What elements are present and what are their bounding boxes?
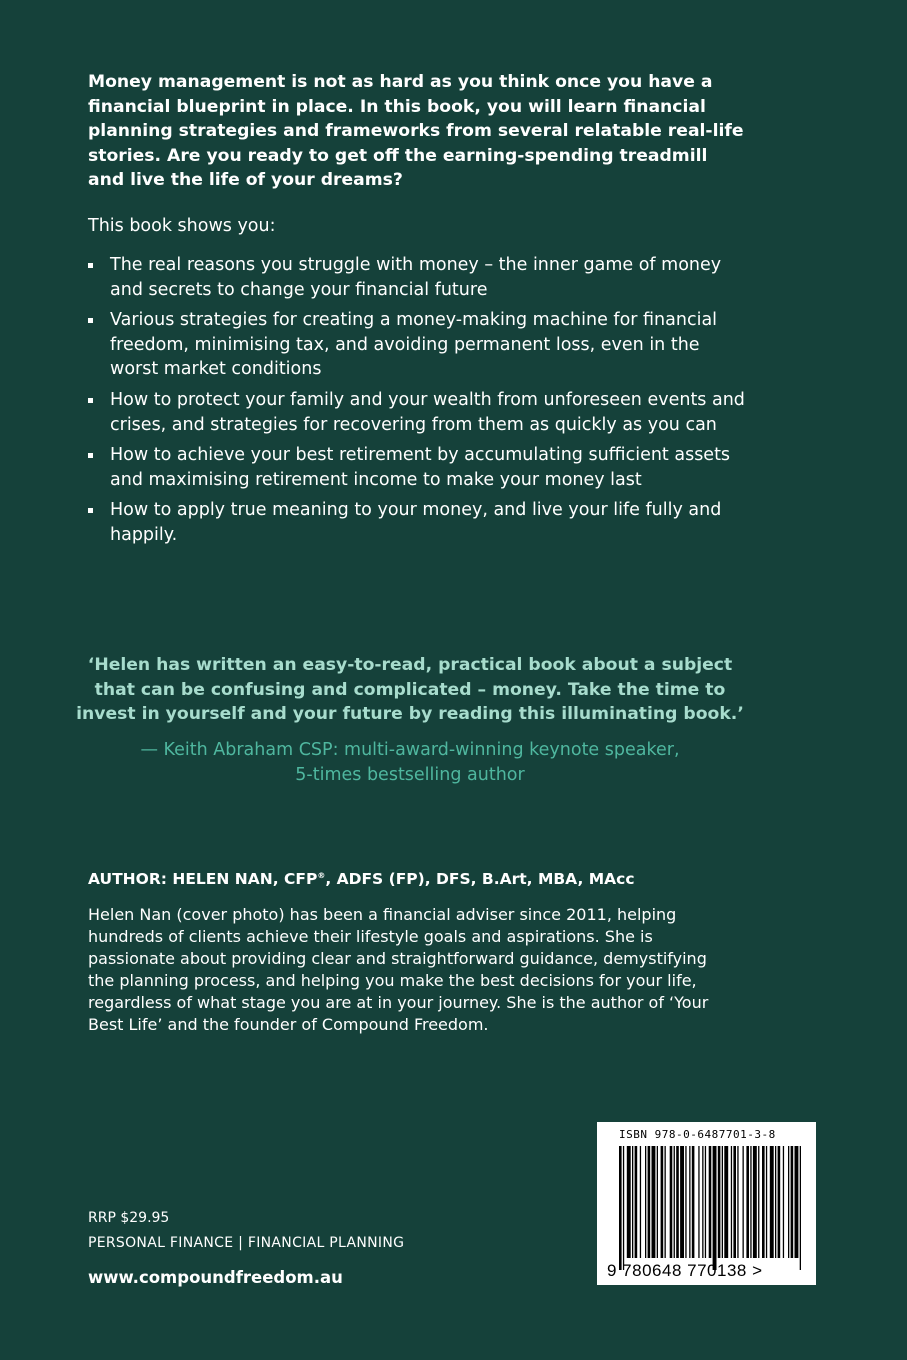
barcode-bar bbox=[718, 1146, 721, 1258]
barcode-bar bbox=[661, 1146, 664, 1258]
barcode-bar bbox=[635, 1146, 638, 1258]
attribution-line-1: — Keith Abraham CSP: multi-award-winning keynote speaker, bbox=[140, 740, 680, 760]
author-heading-credentials: , ADFS (FP), DFS, B.Art, MBA, MAcc bbox=[325, 870, 635, 888]
author-bio: Helen Nan (cover photo) has been a financial adviser since 2011, helping hundreds of clients achieve their lifestyle goals and aspirations. She is passionate about providing clear and straightforward guidance, demystifying the planning process, and helping you make the best decisions for your life, regardless of what stage you are at in your journey. She is the author of ‘Your Best Life’ and the founder of Compound Freedom. bbox=[88, 905, 709, 1034]
shows-label: This book shows you: bbox=[88, 216, 276, 236]
barcode-bar bbox=[680, 1146, 684, 1258]
price-label: RRP $29.95 bbox=[88, 1210, 170, 1226]
barcode-bar bbox=[753, 1146, 757, 1258]
barcode-bar bbox=[657, 1146, 658, 1258]
barcode-bar bbox=[652, 1146, 656, 1258]
barcode-bar bbox=[692, 1146, 695, 1258]
barcode-bar bbox=[778, 1146, 781, 1258]
benefits-list bbox=[88, 253, 748, 554]
barcode-bar bbox=[724, 1146, 728, 1258]
barcode-bar bbox=[770, 1146, 774, 1258]
barcode-bar bbox=[676, 1146, 679, 1258]
list-item bbox=[88, 308, 748, 382]
bullet-icon bbox=[88, 318, 93, 323]
list-item bbox=[88, 498, 748, 547]
barcode-bar bbox=[674, 1146, 675, 1258]
isbn-label: ISBN 978-0-6487701-3-8 bbox=[619, 1128, 776, 1141]
registered-mark: ® bbox=[317, 870, 326, 880]
barcode-bar bbox=[731, 1146, 732, 1258]
barcode-bar bbox=[750, 1146, 751, 1258]
barcode-bar bbox=[791, 1146, 794, 1258]
barcode-bar bbox=[702, 1146, 703, 1258]
barcode-bar bbox=[746, 1146, 749, 1258]
barcode-bar bbox=[743, 1146, 744, 1258]
bullet-icon bbox=[88, 263, 93, 268]
barcode-bar bbox=[685, 1146, 686, 1258]
category-label: PERSONAL FINANCE | FINANCIAL PLANNING bbox=[88, 1235, 405, 1251]
barcode-bar bbox=[665, 1146, 666, 1258]
barcode-bar bbox=[632, 1146, 633, 1258]
testimonial-quote: ‘Helen has written an easy-to-read, practical book about a subject that can be confusing and complicated – money. Take the time to invest in yourself and your future by reading this illuminating book.’ bbox=[76, 655, 744, 725]
bullet-icon bbox=[88, 398, 93, 403]
bullet-icon bbox=[88, 508, 93, 513]
list-item-text: How to achieve your best retirement by accumulating sufficient assets and maximising retirement income to make your money last bbox=[110, 445, 731, 490]
barcode-bar bbox=[795, 1146, 799, 1258]
list-item bbox=[88, 253, 748, 302]
barcode-bar bbox=[627, 1146, 631, 1258]
list-item-text: The real reasons you struggle with money – the inner game of money and secrets to change your financial future bbox=[110, 255, 722, 300]
barcode-bar bbox=[645, 1146, 646, 1258]
barcode-bar bbox=[619, 1146, 622, 1270]
list-item-text: How to apply true meaning to your money, and live your life fully and happily. bbox=[110, 500, 722, 545]
barcode-bar bbox=[648, 1146, 651, 1258]
barcode-bar bbox=[762, 1146, 765, 1258]
barcode-bar bbox=[783, 1146, 784, 1258]
website-link[interactable]: www.compoundfreedom.au bbox=[88, 1268, 343, 1287]
barcode-bar bbox=[737, 1146, 738, 1258]
barcode-bar bbox=[800, 1146, 801, 1270]
list-item-text: How to protect your family and your wealth from unforeseen events and crises, and strategies for recovering from them as quickly as you can bbox=[110, 389, 745, 435]
barcode-bar bbox=[758, 1146, 759, 1258]
barcode-bar bbox=[698, 1146, 699, 1258]
barcode-bar bbox=[670, 1146, 673, 1258]
barcode-bar bbox=[623, 1146, 624, 1270]
testimonial-attribution bbox=[70, 738, 750, 788]
barcode-bar bbox=[733, 1146, 736, 1258]
author-heading bbox=[88, 870, 635, 888]
barcode-bar bbox=[722, 1146, 723, 1258]
barcode-bar bbox=[705, 1146, 706, 1258]
list-item-text: Various strategies for creating a money-making machine for financial freedom, minimising tax, and avoiding permanent loss, even in the worst market conditions bbox=[110, 310, 718, 380]
barcode-panel bbox=[597, 1122, 816, 1285]
barcode-bar bbox=[775, 1146, 776, 1258]
barcode-bar bbox=[713, 1146, 717, 1270]
author-heading-name: AUTHOR: HELEN NAN, CFP bbox=[88, 870, 318, 888]
bullet-icon bbox=[88, 453, 93, 458]
list-item bbox=[88, 443, 748, 492]
barcode-bar bbox=[709, 1146, 712, 1258]
barcode-bar bbox=[766, 1146, 767, 1258]
barcode-bar bbox=[689, 1146, 690, 1258]
list-item bbox=[88, 388, 748, 437]
barcode-bar bbox=[788, 1146, 789, 1258]
barcode-bar bbox=[640, 1146, 641, 1258]
attribution-line-2: 5-times bestselling author bbox=[295, 765, 525, 785]
intro-paragraph: Money management is not as hard as you think once you have a financial blueprint in place. In this book, you will learn financial planning strategies and frameworks from several relatable real-life stories. Are you ready to get off the earning-spending treadmill and live the life of your dreams? bbox=[88, 72, 744, 191]
barcode-digits: 9 780648 770138 > bbox=[607, 1261, 763, 1280]
